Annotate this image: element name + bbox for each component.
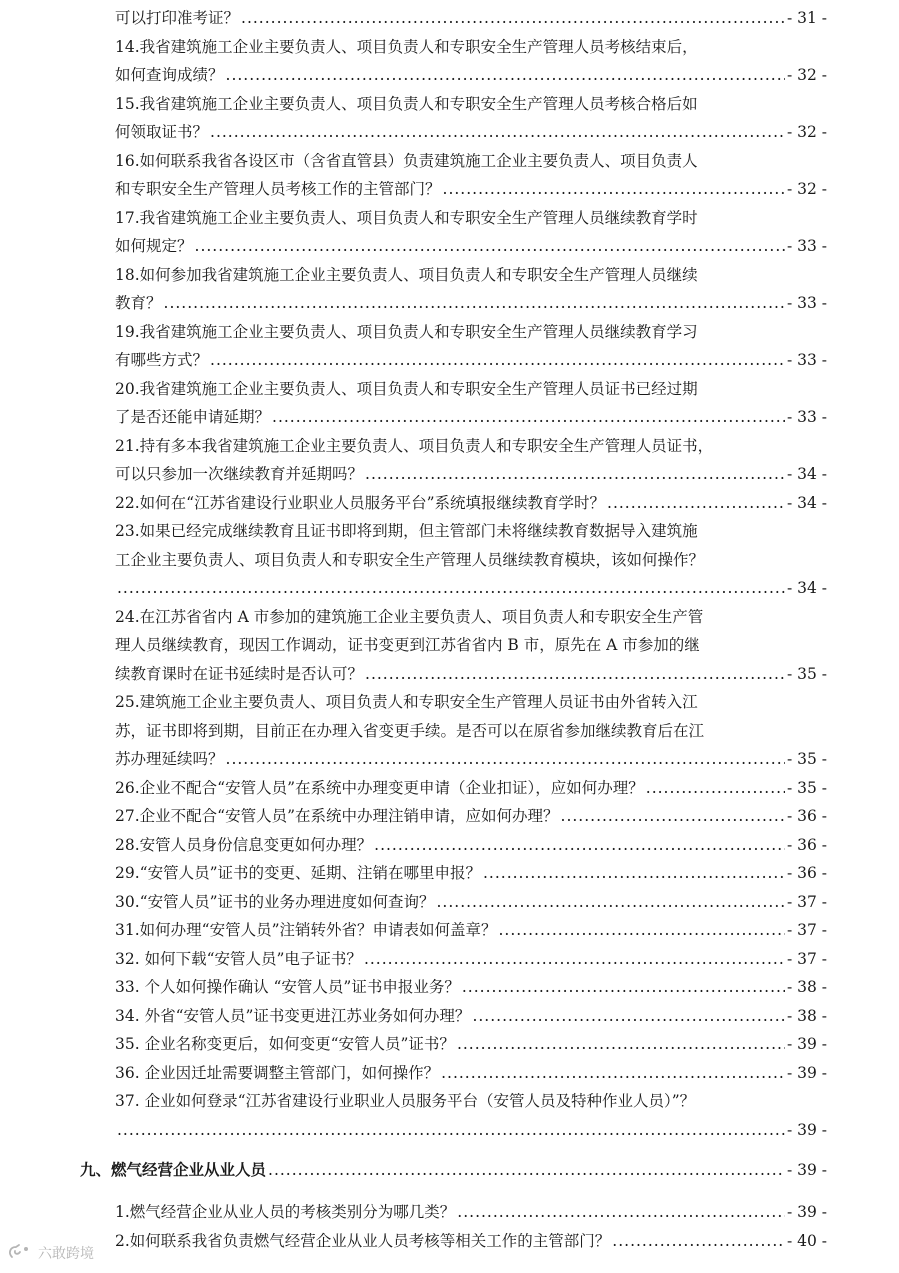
toc-entry-text: 续教育课时在证书延续时是否认可？ [115, 664, 364, 683]
toc-entry-text: 37. 企业如何登录“江苏省建设行业职业人员服务平台（安管人员及特种作业人员）”？ [115, 1092, 696, 1110]
toc-page-number: - 40 - [786, 1231, 827, 1250]
toc-entry-text: 32. 如何下载“安管人员”电子证书？ [115, 949, 362, 968]
watermark-text: 六敢跨境 [38, 1246, 94, 1262]
watermark-logo-icon [6, 1243, 34, 1263]
dot-leader [462, 973, 785, 1002]
toc-page-number: - 35 - [786, 778, 827, 797]
toc-page-number: - 37 - [786, 892, 827, 911]
toc-page [80, 4, 827, 1255]
toc-entry-text: 18.如何参加我省建筑施工企业主要负责人、项目负责人和专职安全生产管理人员继续 [115, 265, 698, 284]
toc-entry[interactable] [115, 1002, 827, 1031]
toc-page-number: - 37 - [786, 949, 827, 968]
toc-page-number: - 34 - [786, 579, 827, 597]
toc-entry[interactable] [115, 318, 827, 375]
toc-entry-text: 36. 企业因迁址需要调整主管部门，如何操作？ [115, 1063, 440, 1082]
toc-entry[interactable] [115, 489, 827, 518]
toc-entry-text: 可以只参加一次继续教育并延期吗？ [115, 465, 364, 483]
dot-leader [241, 4, 785, 33]
toc-entry-text: 33. 个人如何操作确认 “安管人员”证书申报业务？ [115, 978, 460, 996]
toc-page-number: - 39 - [786, 1063, 827, 1082]
toc-page-number: - 39 - [786, 1035, 827, 1053]
toc-page-number: - 37 - [786, 921, 827, 939]
dot-leader [612, 1227, 785, 1256]
toc-page-number: - 34 - [786, 493, 827, 512]
toc-entry[interactable] [115, 261, 827, 318]
toc-entry-text: 可以打印准考证？ [115, 9, 240, 27]
toc-page-number: - 32 - [786, 123, 827, 141]
toc-entry[interactable] [115, 1030, 827, 1059]
toc-entry[interactable] [115, 859, 827, 888]
toc-entry-text: 20.我省建筑施工企业主要负责人、项目负责人和专职安全生产管理人员证书已经过期 [115, 379, 698, 398]
toc-page-number: - 32 - [786, 66, 827, 84]
toc-entry-text: 24.在江苏省省内 A 市参加的建筑施工企业主要负责人、项目负责人和专职安全生产管 [115, 607, 704, 626]
toc-page-number: - 36 - [786, 835, 827, 854]
toc-entry-text: 14.我省建筑施工企业主要负责人、项目负责人和专职安全生产管理人员考核结束后， [115, 37, 698, 56]
dot-leader [226, 745, 785, 774]
toc-page-number: - 33 - [786, 408, 827, 426]
dot-leader [457, 1030, 785, 1059]
toc-entry-text: 35. 企业名称变更后，如何变更“安管人员”证书？ [115, 1035, 455, 1053]
toc-page-number: - 33 - [786, 294, 827, 312]
toc-entry[interactable] [115, 774, 827, 803]
toc-page-number: - 33 - [786, 351, 827, 369]
toc-entry-text: 有哪些方式？ [115, 351, 209, 369]
toc-page-number: - 32 - [786, 180, 827, 198]
toc-page-number: - 38 - [786, 1006, 827, 1025]
dot-leader [374, 831, 785, 860]
toc-entry-text: 29.“安管人员”证书的变更、延期、注销在哪里申报？ [115, 864, 481, 882]
dot-leader [365, 660, 785, 689]
dot-leader [483, 859, 785, 888]
toc-entry[interactable] [115, 90, 827, 147]
toc-page-number: - 35 - [786, 664, 827, 683]
toc-entry[interactable] [115, 375, 827, 432]
toc-entry-text: 17.我省建筑施工企业主要负责人、项目负责人和专职安全生产管理人员继续教育学时 [115, 208, 698, 227]
toc-entry[interactable] [115, 147, 827, 204]
dot-leader [561, 802, 785, 831]
dot-leader [443, 175, 785, 204]
toc-sublist [115, 1198, 827, 1255]
toc-entry[interactable] [115, 1059, 827, 1088]
toc-page-number: - 38 - [786, 978, 827, 996]
section-title: 九、燃气经营企业从业人员 [80, 1161, 267, 1179]
dot-leader [226, 61, 785, 90]
toc-page-number: - 34 - [786, 465, 827, 483]
toc-entry[interactable] [115, 432, 827, 489]
dot-leader [499, 916, 785, 945]
toc-entry-text: 28.安管人员身份信息变更如何办理？ [115, 835, 373, 854]
dot-leader [457, 1198, 785, 1227]
dot-leader [437, 888, 785, 917]
toc-entry-text: 21.持有多本我省建筑施工企业主要负责人、项目负责人和专职安全生产管理人员证书， [115, 436, 714, 455]
toc-entry-text: 23.如果已经完成继续教育且证书即将到期，但主管部门未将继续教育数据导入建筑施 [115, 522, 698, 540]
toc-entry-text: 如何规定？ [115, 237, 193, 255]
toc-entry[interactable] [115, 688, 827, 774]
toc-entry-text: 了是否还能申请延期？ [115, 408, 271, 426]
toc-page-number: - 33 - [786, 237, 827, 255]
toc-entry-text: 和专职安全生产管理人员考核工作的主管部门？ [115, 180, 441, 198]
toc-page-number: - 31 - [786, 9, 827, 27]
toc-entry-text: 苏办理延续吗？ [115, 750, 224, 768]
toc-entry[interactable] [115, 802, 827, 831]
toc-entry[interactable] [115, 831, 827, 860]
toc-entry-text: 苏，证书即将到期，目前正在办理入省变更手续。是否可以在原省参加继续教育后在江 [115, 721, 705, 740]
dot-leader [472, 1002, 785, 1031]
toc-entry-text: 教育？ [115, 294, 162, 312]
dot-leader [272, 403, 785, 432]
toc-entry-text: 31.如何办理“安管人员”注销转外省？申请表如何盖章？ [115, 921, 497, 939]
dot-leader [441, 1059, 785, 1088]
toc-entry-text: 2.如何联系我省负责燃气经营企业从业人员考核等相关工作的主管部门？ [115, 1231, 611, 1250]
toc-entry[interactable] [115, 973, 827, 1002]
toc-entry-text: 工企业主要负责人、项目负责人和专职安全生产管理人员继续教育模块，该如何操作？ [115, 550, 705, 569]
toc-page-number: - 36 - [786, 864, 827, 882]
toc-entry-text: 25.建筑施工企业主要负责人、项目负责人和专职安全生产管理人员证书由外省转入江 [115, 693, 698, 711]
toc-section-heading[interactable] [80, 1156, 827, 1184]
toc-entry[interactable] [115, 517, 827, 603]
toc-entry-text: 27.企业不配合“安管人员”在系统中办理注销申请，应如何办理？ [115, 807, 559, 825]
dot-leader [646, 774, 785, 803]
dot-leader [210, 118, 785, 147]
toc-entry[interactable] [115, 1087, 827, 1144]
toc-entry[interactable] [115, 603, 827, 689]
toc-entry[interactable] [115, 888, 827, 917]
dot-leader [117, 574, 785, 603]
toc-entry[interactable] [115, 4, 827, 33]
dot-leader [607, 489, 785, 518]
toc-entry-text: 如何查询成绩？ [115, 66, 224, 84]
dot-leader [364, 945, 785, 974]
toc-entry[interactable] [115, 1227, 827, 1256]
dot-leader [210, 346, 785, 375]
toc-entry[interactable] [115, 945, 827, 974]
toc-entry-text: 理人员继续教育，现因工作调动，证书变更到江苏省省内 B 市，原先在 A 市参加的继 [115, 636, 700, 654]
toc-page-number: - 39 - [786, 1120, 827, 1139]
dot-leader [365, 460, 785, 489]
toc-page-number: - 36 - [786, 807, 827, 825]
toc-entry-text: 16.如何联系我省各设区市（含省直管县）负责建筑施工企业主要负责人、项目负责人 [115, 151, 698, 170]
toc-entry-text: 26.企业不配合“安管人员”在系统中办理变更申请（企业扣证），应如何办理？ [115, 778, 644, 797]
watermark [6, 1243, 94, 1263]
toc-page-number: - 35 - [786, 750, 827, 768]
dot-leader [268, 1156, 785, 1184]
toc-entry-text: 何领取证书？ [115, 123, 209, 141]
dot-leader [195, 232, 785, 261]
toc-entry[interactable] [115, 204, 827, 261]
toc-entry-text: 1.燃气经营企业从业人员的考核类别分为哪几类？ [115, 1203, 456, 1221]
dot-leader [117, 1116, 785, 1145]
toc-entry[interactable] [115, 33, 827, 90]
toc-entry[interactable] [115, 916, 827, 945]
toc-entry[interactable] [115, 1198, 827, 1227]
toc-entry-text: 15.我省建筑施工企业主要负责人、项目负责人和专职安全生产管理人员考核合格后如 [115, 94, 698, 113]
dot-leader [164, 289, 785, 318]
section-page-number: - 39 - [786, 1161, 827, 1179]
toc-entry-text: 19.我省建筑施工企业主要负责人、项目负责人和专职安全生产管理人员继续教育学习 [115, 322, 698, 341]
toc-entry-text: 22.如何在“江苏省建设行业职业人员服务平台”系统填报继续教育学时？ [115, 493, 606, 512]
toc-list [115, 4, 827, 1144]
toc-entry-text: 30.“安管人员”证书的业务办理进度如何查询？ [115, 892, 435, 911]
toc-entry-text: 34. 外省“安管人员”证书变更进江苏业务如何办理？ [115, 1006, 471, 1025]
toc-page-number: - 39 - [786, 1203, 827, 1221]
